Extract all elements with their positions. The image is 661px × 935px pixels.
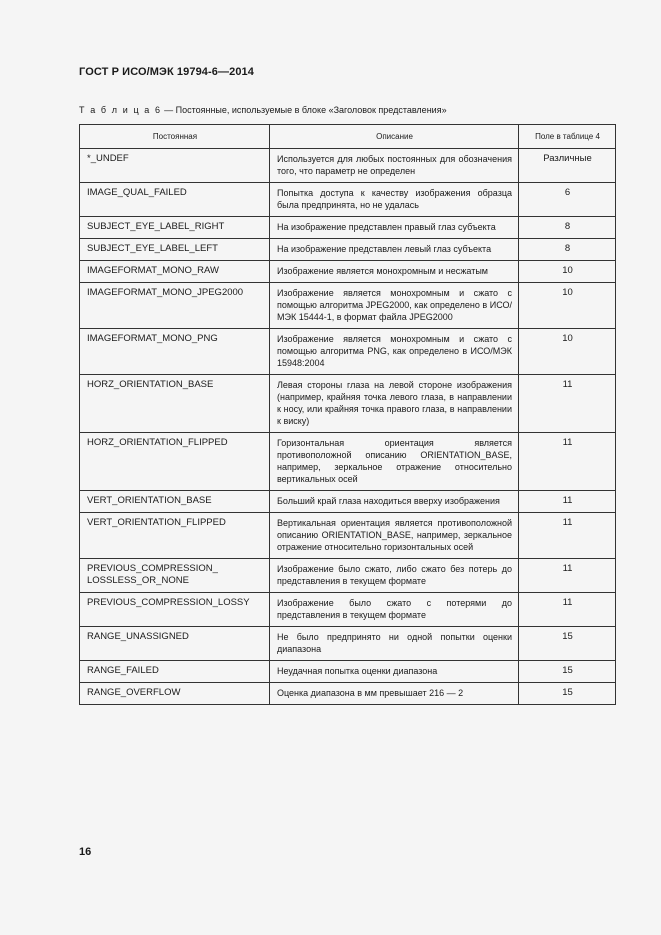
table-row: [80, 559, 616, 593]
constants-table: [79, 124, 616, 705]
field-cell: 8: [519, 239, 616, 261]
table-row: [80, 149, 616, 183]
constant-cell: SUBJECT_EYE_LABEL_LEFT: [80, 239, 270, 261]
constant-cell: RANGE_FAILED: [80, 661, 270, 683]
field-cell: 15: [519, 627, 616, 661]
description-cell: Изображение является монохромным и сжато с помощью алгоритма JPEG2000, как определено в ИСО/МЭК 15444-1, в формат файла JPEG2000: [270, 283, 519, 329]
constant-cell: HORZ_ORIENTATION_BASE: [80, 375, 270, 433]
field-cell: 10: [519, 283, 616, 329]
table-row: [80, 513, 616, 559]
field-cell: 11: [519, 433, 616, 491]
field-cell: 11: [519, 593, 616, 627]
header-description: Описание: [270, 125, 519, 149]
constant-cell: IMAGEFORMAT_MONO_RAW: [80, 261, 270, 283]
field-cell: 10: [519, 261, 616, 283]
description-cell: Используется для любых постоянных для обозначения того, что параметр не определен: [270, 149, 519, 183]
description-cell: Попытка доступа к качеству изображения образца была предпринята, но не удалась: [270, 183, 519, 217]
header-constant: Постоянная: [80, 125, 270, 149]
field-cell: 15: [519, 661, 616, 683]
table-row: [80, 217, 616, 239]
constant-cell: VERT_ORIENTATION_BASE: [80, 491, 270, 513]
description-cell: Левая стороны глаза на левой стороне изображения (например, крайняя точка левого глаза, в направлении к носу, или крайняя точка правого глаза, в направлении к виску): [270, 375, 519, 433]
description-cell: Оценка диапазона в мм превышает 216 — 2: [270, 683, 519, 705]
field-cell: 6: [519, 183, 616, 217]
description-cell: Не было предпринято ни одной попытки оценки диапазона: [270, 627, 519, 661]
table-row: [80, 375, 616, 433]
header-field: Поле в таблице 4: [519, 125, 616, 149]
constant-cell: IMAGEFORMAT_MONO_JPEG2000: [80, 283, 270, 329]
table-row: [80, 261, 616, 283]
description-cell: Изображение является монохромным и несжатым: [270, 261, 519, 283]
field-cell: 11: [519, 375, 616, 433]
table-row: [80, 239, 616, 261]
constant-cell: RANGE_OVERFLOW: [80, 683, 270, 705]
constant-cell: HORZ_ORIENTATION_FLIPPED: [80, 433, 270, 491]
constant-cell: IMAGE_QUAL_FAILED: [80, 183, 270, 217]
table-caption-text: — Постоянные, используемые в блоке «Заголовок представления»: [161, 105, 447, 115]
constant-cell: PREVIOUS_COMPRESSION_LOSSY: [80, 593, 270, 627]
constant-cell: *_UNDEF: [80, 149, 270, 183]
description-cell: Больший край глаза находиться вверху изображения: [270, 491, 519, 513]
constant-cell: PREVIOUS_COMPRESSION_ LOSSLESS_OR_NONE: [80, 559, 270, 593]
field-cell: 10: [519, 329, 616, 375]
description-cell: Изображение является монохромным и сжато с помощью алгоритма PNG, как определено в ИСО/МЭК 15948:2004: [270, 329, 519, 375]
field-cell: 11: [519, 559, 616, 593]
table-row: [80, 433, 616, 491]
constant-cell: VERT_ORIENTATION_FLIPPED: [80, 513, 270, 559]
table-row: [80, 661, 616, 683]
table-caption-prefix: Т а б л и ц а 6: [79, 105, 162, 115]
table-row: [80, 183, 616, 217]
field-cell: Различные: [519, 149, 616, 183]
description-cell: Вертикальная ориентация является противоположной описанию ORIENTATION_BASE, например, зеркальное отражение относительно горизонтальных осей: [270, 513, 519, 559]
table-caption: [79, 105, 447, 115]
table-row: [80, 491, 616, 513]
description-cell: На изображение представлен левый глаз субъекта: [270, 239, 519, 261]
field-cell: 8: [519, 217, 616, 239]
table-row: [80, 683, 616, 705]
description-cell: На изображение представлен правый глаз субъекта: [270, 217, 519, 239]
field-cell: 11: [519, 513, 616, 559]
table-row: [80, 283, 616, 329]
description-cell: Неудачная попытка оценки диапазона: [270, 661, 519, 683]
constant-cell: RANGE_UNASSIGNED: [80, 627, 270, 661]
description-cell: Горизонтальная ориентация является противоположной описанию ORIENTATION_BASE, например, зеркальное отражение относительно вертикальных осей: [270, 433, 519, 491]
page-number: 16: [79, 846, 92, 858]
table-header-row: [80, 125, 616, 149]
table-row: [80, 329, 616, 375]
field-cell: 15: [519, 683, 616, 705]
description-cell: Изображение было сжато, либо сжато без потерь до представления в текущем формате: [270, 559, 519, 593]
constant-cell: SUBJECT_EYE_LABEL_RIGHT: [80, 217, 270, 239]
table-row: [80, 627, 616, 661]
table-row: [80, 593, 616, 627]
field-cell: 11: [519, 491, 616, 513]
description-cell: Изображение было сжато с потерями до представления в текущем формате: [270, 593, 519, 627]
document-header: ГОСТ Р ИСО/МЭК 19794-6—2014: [79, 66, 254, 78]
constant-cell: IMAGEFORMAT_MONO_PNG: [80, 329, 270, 375]
